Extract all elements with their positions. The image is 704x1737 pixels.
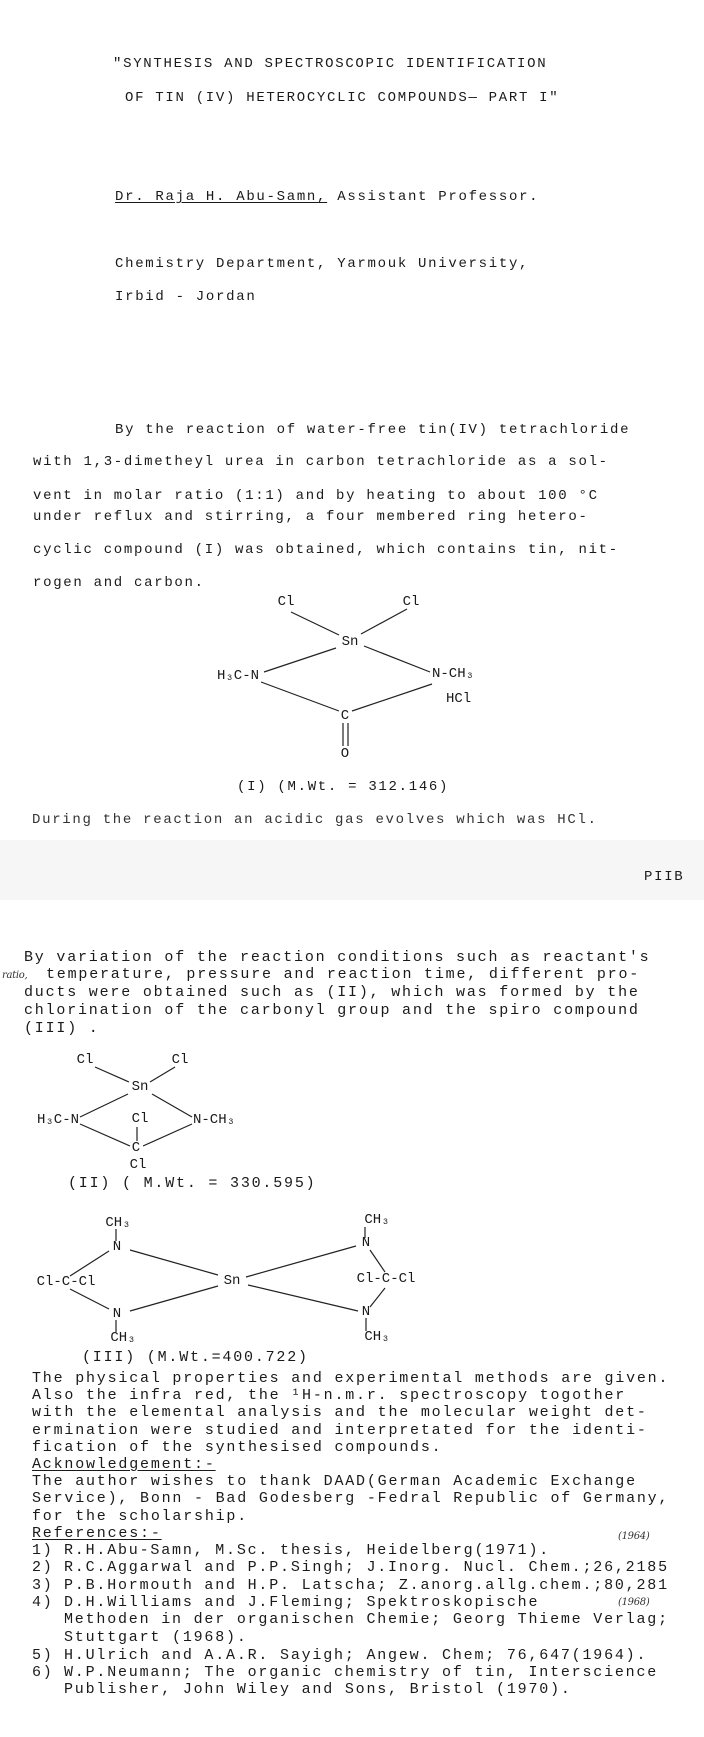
atom-cl: Cl bbox=[129, 1157, 147, 1173]
reference-number: 4) bbox=[32, 1594, 54, 1611]
author-name: Dr. Raja H. Abu-Samn, bbox=[115, 189, 328, 205]
atom-cl: Cl bbox=[76, 1052, 94, 1068]
references-heading: References:- bbox=[32, 1525, 162, 1542]
handwritten-year-note: (1968) bbox=[618, 1597, 650, 1608]
affiliation-line-1: Chemistry Department, Yarmouk University, bbox=[115, 256, 530, 272]
reference-text: R.H.Abu-Samn, M.Sc. thesis, Heidelberg(1971). bbox=[64, 1542, 551, 1559]
handwritten-ratio: ratio, bbox=[2, 970, 28, 981]
bond bbox=[70, 1289, 109, 1309]
group-n-ch3: N-CH₃ bbox=[193, 1112, 236, 1128]
author-position: Assistant Professor. bbox=[337, 189, 540, 205]
text-line: chlorination of the carbonyl group and the spiro compound bbox=[24, 1002, 640, 1019]
title-line-2: OF TIN (IV) HETEROCYCLIC COMPOUNDS— PART I" bbox=[125, 90, 560, 106]
reference-number: 3) bbox=[32, 1577, 54, 1594]
bond bbox=[152, 1094, 192, 1117]
text-line: with 1,3-dimetheyl urea in carbon tetrachloride as a sol- bbox=[33, 454, 609, 470]
text-line: for the scholarship. bbox=[32, 1508, 249, 1525]
note-hcl-evolves: During the reaction an acidic gas evolves which was HCl. bbox=[32, 812, 598, 828]
bond bbox=[246, 1246, 356, 1277]
affiliation-line-2: Irbid - Jordan bbox=[115, 289, 257, 305]
compound-1-caption: (I) (M.Wt. = 312.146) bbox=[237, 779, 450, 795]
text-line: By variation of the reaction conditions such as reactant's bbox=[24, 949, 651, 966]
atom-n: N bbox=[361, 1304, 371, 1320]
reference-number: 2) bbox=[32, 1559, 54, 1576]
bond bbox=[130, 1250, 218, 1275]
text-line: with the elemental analysis and the molecular weight det- bbox=[32, 1404, 648, 1421]
bond bbox=[150, 1067, 175, 1082]
text-line: ducts were obtained such as (II), which was formed by the bbox=[24, 984, 640, 1001]
compound-3-caption: (III) (M.Wt.=400.722) bbox=[82, 1349, 309, 1366]
atom-cl: Cl bbox=[402, 594, 420, 610]
text-line: Also the infra red, the ¹H-n.m.r. spectroscopy togother bbox=[32, 1387, 627, 1404]
bond bbox=[130, 1286, 218, 1311]
bond bbox=[370, 1250, 385, 1272]
atom-c: C bbox=[131, 1140, 141, 1156]
bond bbox=[143, 1124, 192, 1146]
reference-text: Methoden in der organischen Chemie; Georg Thieme Verlag; bbox=[64, 1611, 669, 1628]
bond bbox=[361, 609, 407, 634]
reference-text: Publisher, John Wiley and Sons, Bristol (1970). bbox=[64, 1681, 572, 1698]
text-line: cyclic compound (I) was obtained, which contains tin, nit- bbox=[33, 542, 619, 558]
reference-number: 5) bbox=[32, 1647, 54, 1664]
atom-n: N bbox=[112, 1239, 122, 1255]
page-mark: PIIB bbox=[644, 869, 685, 885]
text-line: rogen and carbon. bbox=[33, 575, 205, 591]
group-n-ch3: N-CH₃ bbox=[432, 666, 475, 682]
reference-number: 6) bbox=[32, 1664, 54, 1681]
compound-2-structure bbox=[37, 1052, 235, 1173]
group-ch3: CH₃ bbox=[110, 1330, 136, 1346]
atom-n: N bbox=[361, 1235, 371, 1251]
atom-sn: Sn bbox=[131, 1079, 149, 1095]
text-line: vent in molar ratio (1:1) and by heating to about 100 °C bbox=[33, 488, 599, 504]
bond bbox=[80, 1094, 128, 1117]
group-ch3: CH₃ bbox=[105, 1215, 131, 1231]
bond bbox=[291, 612, 339, 635]
compound-3-structure bbox=[37, 1212, 416, 1346]
compound-1-structure bbox=[217, 594, 474, 762]
atom-cl: Cl bbox=[131, 1111, 149, 1127]
reference-text: P.B.Hormouth and H.P. Latscha; Z.anorg.allg.chem.;80,281 bbox=[64, 1577, 669, 1594]
bond bbox=[264, 648, 336, 672]
reference-text: D.H.Williams and J.Fleming; Spektroskopische bbox=[64, 1594, 540, 1611]
atom-o: O bbox=[340, 746, 350, 762]
bond bbox=[95, 1067, 129, 1082]
reference-text: Stuttgart (1968). bbox=[64, 1629, 248, 1646]
acknowledgement-heading: Acknowledgement:- bbox=[32, 1456, 216, 1473]
text-line: under reflux and stirring, a four membered ring hetero- bbox=[33, 509, 589, 525]
group-h3c-n: H₃C-N bbox=[36, 1112, 79, 1128]
text-line: By the reaction of water-free tin(IV) tetrachloride bbox=[115, 422, 631, 438]
bond bbox=[80, 1124, 130, 1146]
text-line: ermination were studied and interpretated for the identi- bbox=[32, 1422, 648, 1439]
group-ch3: CH₃ bbox=[364, 1329, 390, 1345]
atom-cl: Cl bbox=[171, 1052, 189, 1068]
atom-cl: Cl bbox=[277, 594, 295, 610]
bond bbox=[364, 646, 430, 672]
bond bbox=[370, 1288, 385, 1307]
compound-2-caption: (II) ( M.Wt. = 330.595) bbox=[68, 1175, 317, 1192]
atom-sn: Sn bbox=[223, 1273, 241, 1289]
text-line: The physical properties and experimental methods are given. bbox=[32, 1370, 670, 1387]
atom-c: C bbox=[340, 708, 350, 724]
reference-text: W.P.Neumann; The organic chemistry of tin, Interscience bbox=[64, 1664, 659, 1681]
bond bbox=[352, 684, 432, 711]
text-line: Service), Bonn - Bad Godesberg -Fedral Republic of Germany, bbox=[32, 1490, 670, 1507]
title-line-1: "SYNTHESIS AND SPECTROSCOPIC IDENTIFICATION bbox=[113, 56, 548, 72]
text-line: fication of the synthesised compounds. bbox=[32, 1439, 443, 1456]
group-h3c-n: H₃C-N bbox=[216, 668, 259, 684]
text-line: (III) . bbox=[24, 1020, 100, 1037]
bond bbox=[261, 682, 339, 711]
group-ccl2: Cl-C-Cl bbox=[356, 1271, 416, 1287]
text-line: The author wishes to thank DAAD(German Academic Exchange bbox=[32, 1473, 637, 1490]
text-line: temperature, pressure and reaction time, different pro- bbox=[46, 966, 641, 983]
bond bbox=[248, 1285, 358, 1311]
atom-n: N bbox=[112, 1306, 122, 1322]
bond bbox=[70, 1251, 109, 1276]
reference-number: 1) bbox=[32, 1542, 54, 1559]
reference-text: R.C.Aggarwal and P.P.Singh; J.Inorg. Nucl. Chem.;26,2185 bbox=[64, 1559, 669, 1576]
reference-text: H.Ulrich and A.A.R. Sayigh; Angew. Chem; 76,647(1964). bbox=[64, 1647, 648, 1664]
atom-sn: Sn bbox=[341, 634, 359, 650]
hcl-label: HCl bbox=[446, 691, 472, 707]
group-ccl2: Cl-C-Cl bbox=[36, 1274, 96, 1290]
group-ch3: CH₃ bbox=[364, 1212, 390, 1228]
handwritten-year-note: (1964) bbox=[618, 1531, 650, 1542]
